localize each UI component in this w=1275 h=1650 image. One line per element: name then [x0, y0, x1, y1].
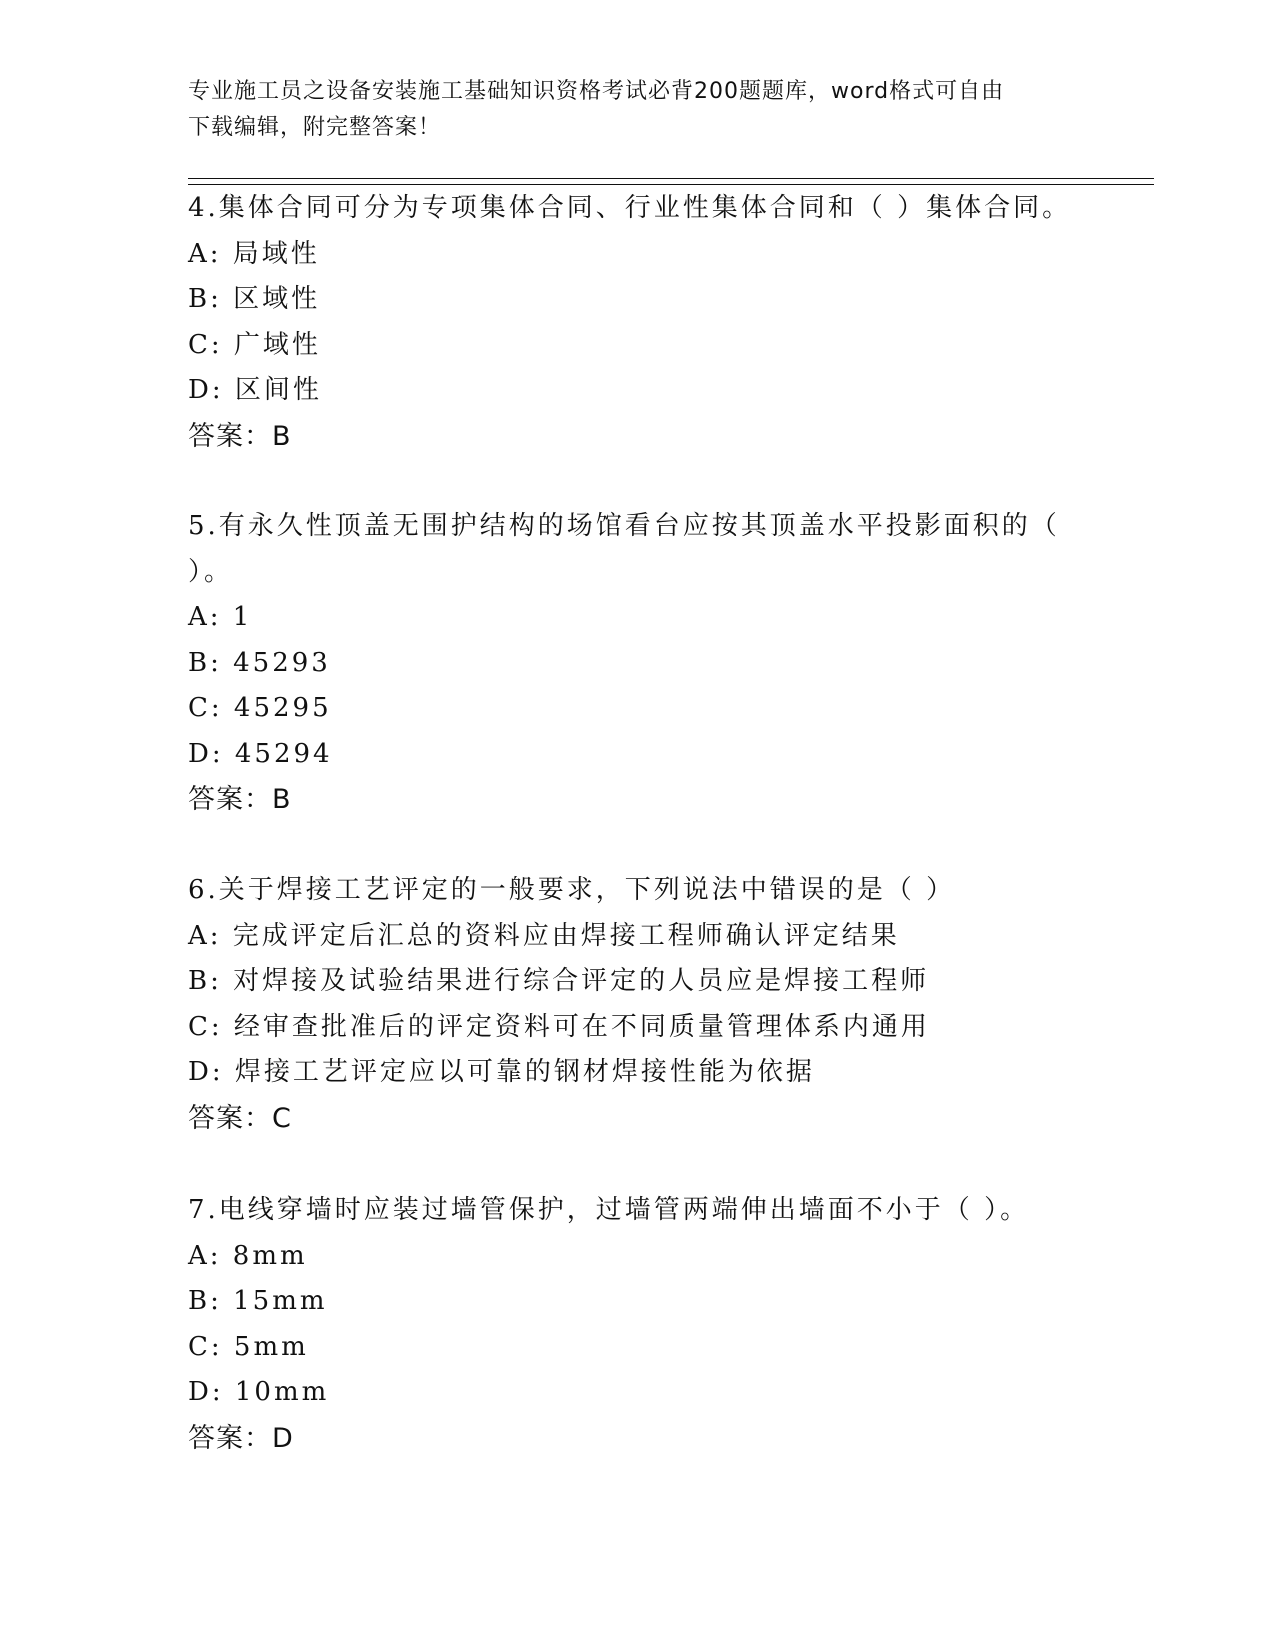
option-b: B: 区域性 — [188, 284, 321, 314]
question-stem: 4.集体合同可分为专项集体合同、行业性集体合同和（ ）集体合同。 — [188, 193, 1072, 223]
option-a: A: 8mm — [188, 1240, 308, 1271]
option-d: D: 焊接工艺评定应以可靠的钢材焊接性能为依据 — [188, 1057, 815, 1087]
option-c: C: 45295 — [188, 693, 332, 723]
option-b: B: 45293 — [188, 647, 331, 678]
question-stem: 7.电线穿墙时应装过墙管保护，过墙管两端伸出墙面不小于（ ）。 — [188, 1195, 1030, 1225]
option-a: A: 局域性 — [188, 238, 320, 269]
question-4 — [188, 186, 1088, 459]
header-line-1: 专业施工员之设备安装施工基础知识资格考试必背200题题库，word格式可自由 — [188, 79, 1005, 104]
answer: 答案：D — [188, 1422, 294, 1454]
option-c: C: 经审查批准后的评定资料可在不同质量管理体系内通用 — [188, 1011, 930, 1042]
option-a: A: 完成评定后汇总的资料应由焊接工程师确认评定结果 — [188, 920, 900, 951]
option-b: B: 对焊接及试验结果进行综合评定的人员应是焊接工程师 — [188, 966, 930, 996]
option-d: D: 45294 — [188, 738, 333, 769]
question-6 — [188, 868, 1088, 1141]
option-c: C: 5mm — [188, 1331, 309, 1362]
option-b: B: 15mm — [188, 1286, 328, 1316]
option-a: A: 1 — [188, 602, 253, 632]
option-c: C: 广域性 — [188, 329, 321, 360]
answer: 答案：C — [188, 1102, 292, 1134]
question-stem-continued: ）。 — [188, 556, 234, 587]
question-stem: 5.有永久性顶盖无围护结构的场馆看台应按其顶盖水平投影面积的（ — [188, 511, 1060, 541]
question-5 — [188, 504, 1088, 823]
header-divider-top — [188, 178, 1154, 179]
header-divider-bottom — [188, 184, 1154, 185]
header-line-2: 下载编辑，附完整答案！ — [188, 115, 442, 140]
question-stem: 6.关于焊接工艺评定的一般要求，下列说法中错误的是（ ） — [188, 875, 956, 905]
answer: 答案：B — [188, 420, 292, 452]
document-header — [188, 74, 1068, 146]
question-7 — [188, 1188, 1088, 1461]
answer: 答案：B — [188, 784, 292, 815]
option-d: D: 区间性 — [188, 375, 322, 405]
option-d: D: 10mm — [188, 1377, 330, 1407]
